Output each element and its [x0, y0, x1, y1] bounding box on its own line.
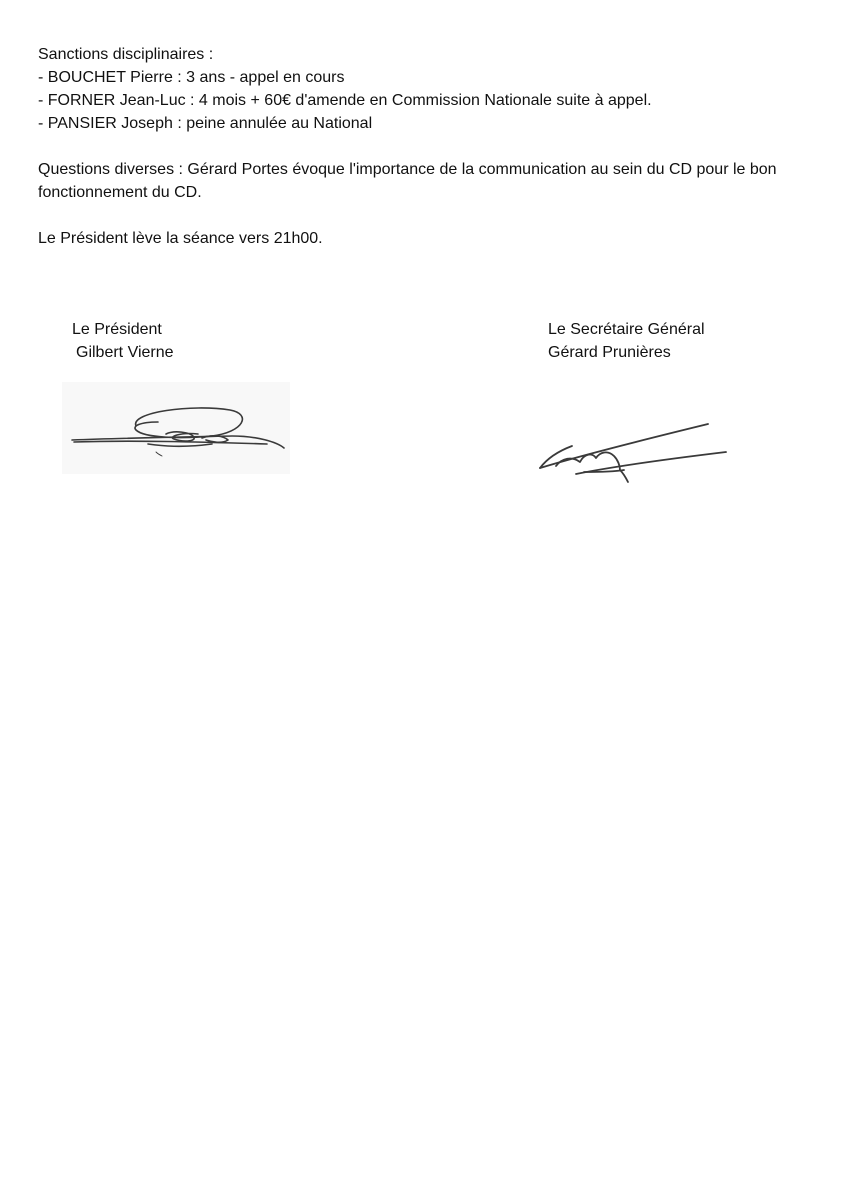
president-title: Le Président	[72, 321, 162, 338]
signature-scan-background	[62, 382, 290, 474]
president-signature-block	[72, 318, 312, 364]
sanctions-heading: Sanctions disciplinaires :	[38, 46, 214, 63]
president-signature-icon	[62, 382, 290, 474]
sanction-item: - FORNER Jean-Luc : 4 mois + 60€ d'amende en Commission Nationale suite à appel.	[38, 92, 652, 109]
secretary-name: Gérard Prunières	[548, 344, 671, 361]
sanction-item: - PANSIER Joseph : peine annulée au National	[38, 115, 373, 132]
closing-statement: Le Président lève la séance vers 21h00.	[38, 230, 323, 247]
sanction-item: - BOUCHET Pierre : 3 ans - appel en cours	[38, 69, 345, 86]
secretary-title: Le Secrétaire Général	[548, 321, 705, 338]
secretary-signature-block	[548, 318, 808, 364]
paragraph-spacer	[38, 135, 838, 158]
secretary-signature-icon	[536, 414, 732, 490]
questions-diverses-line-1: Questions diverses : Gérard Portes évoque l'importance de la communication au sein du CD pour le bon	[38, 161, 777, 178]
president-name: Gilbert Vierne	[76, 344, 174, 361]
questions-diverses-line-2: fonctionnement du CD.	[38, 184, 202, 201]
paragraph-spacer	[38, 204, 838, 227]
minutes-body	[38, 43, 838, 250]
